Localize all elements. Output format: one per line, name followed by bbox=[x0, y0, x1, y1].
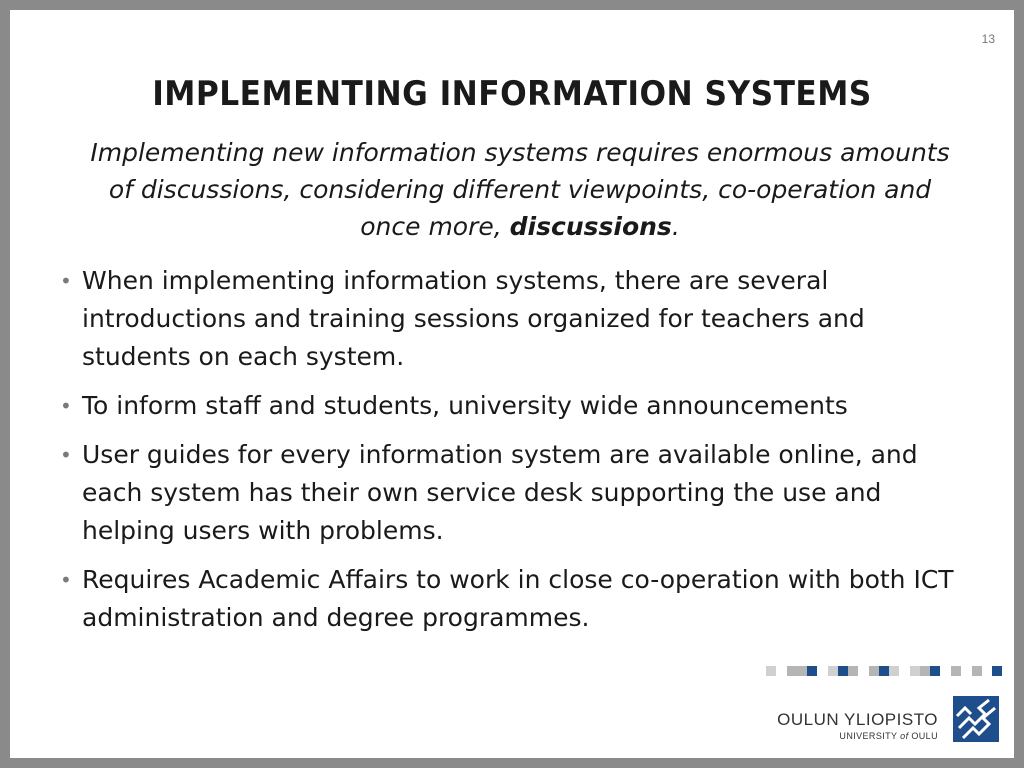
subtitle-suffix: OULU bbox=[908, 731, 938, 741]
dot bbox=[766, 666, 776, 676]
intro-main: Implementing new information systems requires enormous amounts of discussions, considering different viewpoints, co-operation and once more, bbox=[90, 138, 950, 241]
university-logo-icon bbox=[953, 696, 999, 742]
university-name: OULUN YLIOPISTO bbox=[777, 710, 938, 729]
bullet-text: When implementing information systems, there are several introductions and training sessions organized for teachers and students on each system. bbox=[82, 266, 865, 371]
bullet-text: To inform staff and students, university wide announcements bbox=[82, 391, 848, 420]
dot bbox=[889, 666, 899, 676]
dot bbox=[910, 666, 920, 676]
bullet-item bbox=[58, 561, 978, 637]
bullet-item bbox=[58, 262, 978, 376]
slide-title: IMPLEMENTING INFORMATION SYSTEMS bbox=[152, 74, 872, 114]
dot bbox=[920, 666, 930, 676]
dot bbox=[879, 666, 889, 676]
dot bbox=[951, 666, 961, 676]
logo-mark-svg bbox=[953, 696, 999, 742]
slide bbox=[10, 10, 1014, 758]
intro-emphasis: discussions bbox=[509, 212, 672, 241]
bullet-item bbox=[58, 387, 978, 425]
dot bbox=[972, 666, 982, 676]
dot bbox=[869, 666, 879, 676]
bullet-icon: • bbox=[60, 394, 72, 418]
dot bbox=[848, 666, 858, 676]
bullet-icon: • bbox=[60, 443, 72, 467]
dot bbox=[930, 666, 940, 676]
intro-text bbox=[80, 134, 960, 245]
dot bbox=[807, 666, 817, 676]
subtitle-of: of bbox=[900, 731, 909, 741]
bullet-item bbox=[58, 436, 978, 550]
subtitle-prefix: UNIVERSITY bbox=[839, 731, 901, 741]
university-logo-text bbox=[777, 710, 938, 741]
bullet-text: User guides for every information system are available online, and each system has their own service desk supporting the use and helping users with problems. bbox=[82, 440, 918, 545]
bullet-icon: • bbox=[60, 269, 72, 293]
decorative-dots bbox=[766, 666, 1006, 676]
intro-end: . bbox=[671, 212, 680, 241]
dot bbox=[797, 666, 807, 676]
dot bbox=[992, 666, 1002, 676]
dot bbox=[838, 666, 848, 676]
bullet-icon: • bbox=[60, 568, 72, 592]
bullet-text: Requires Academic Affairs to work in close co-operation with both ICT administration and degree programmes. bbox=[82, 565, 954, 632]
university-subtitle bbox=[777, 731, 938, 741]
bullet-list bbox=[58, 262, 978, 648]
dot bbox=[828, 666, 838, 676]
dot bbox=[787, 666, 797, 676]
page-number: 13 bbox=[981, 32, 995, 46]
